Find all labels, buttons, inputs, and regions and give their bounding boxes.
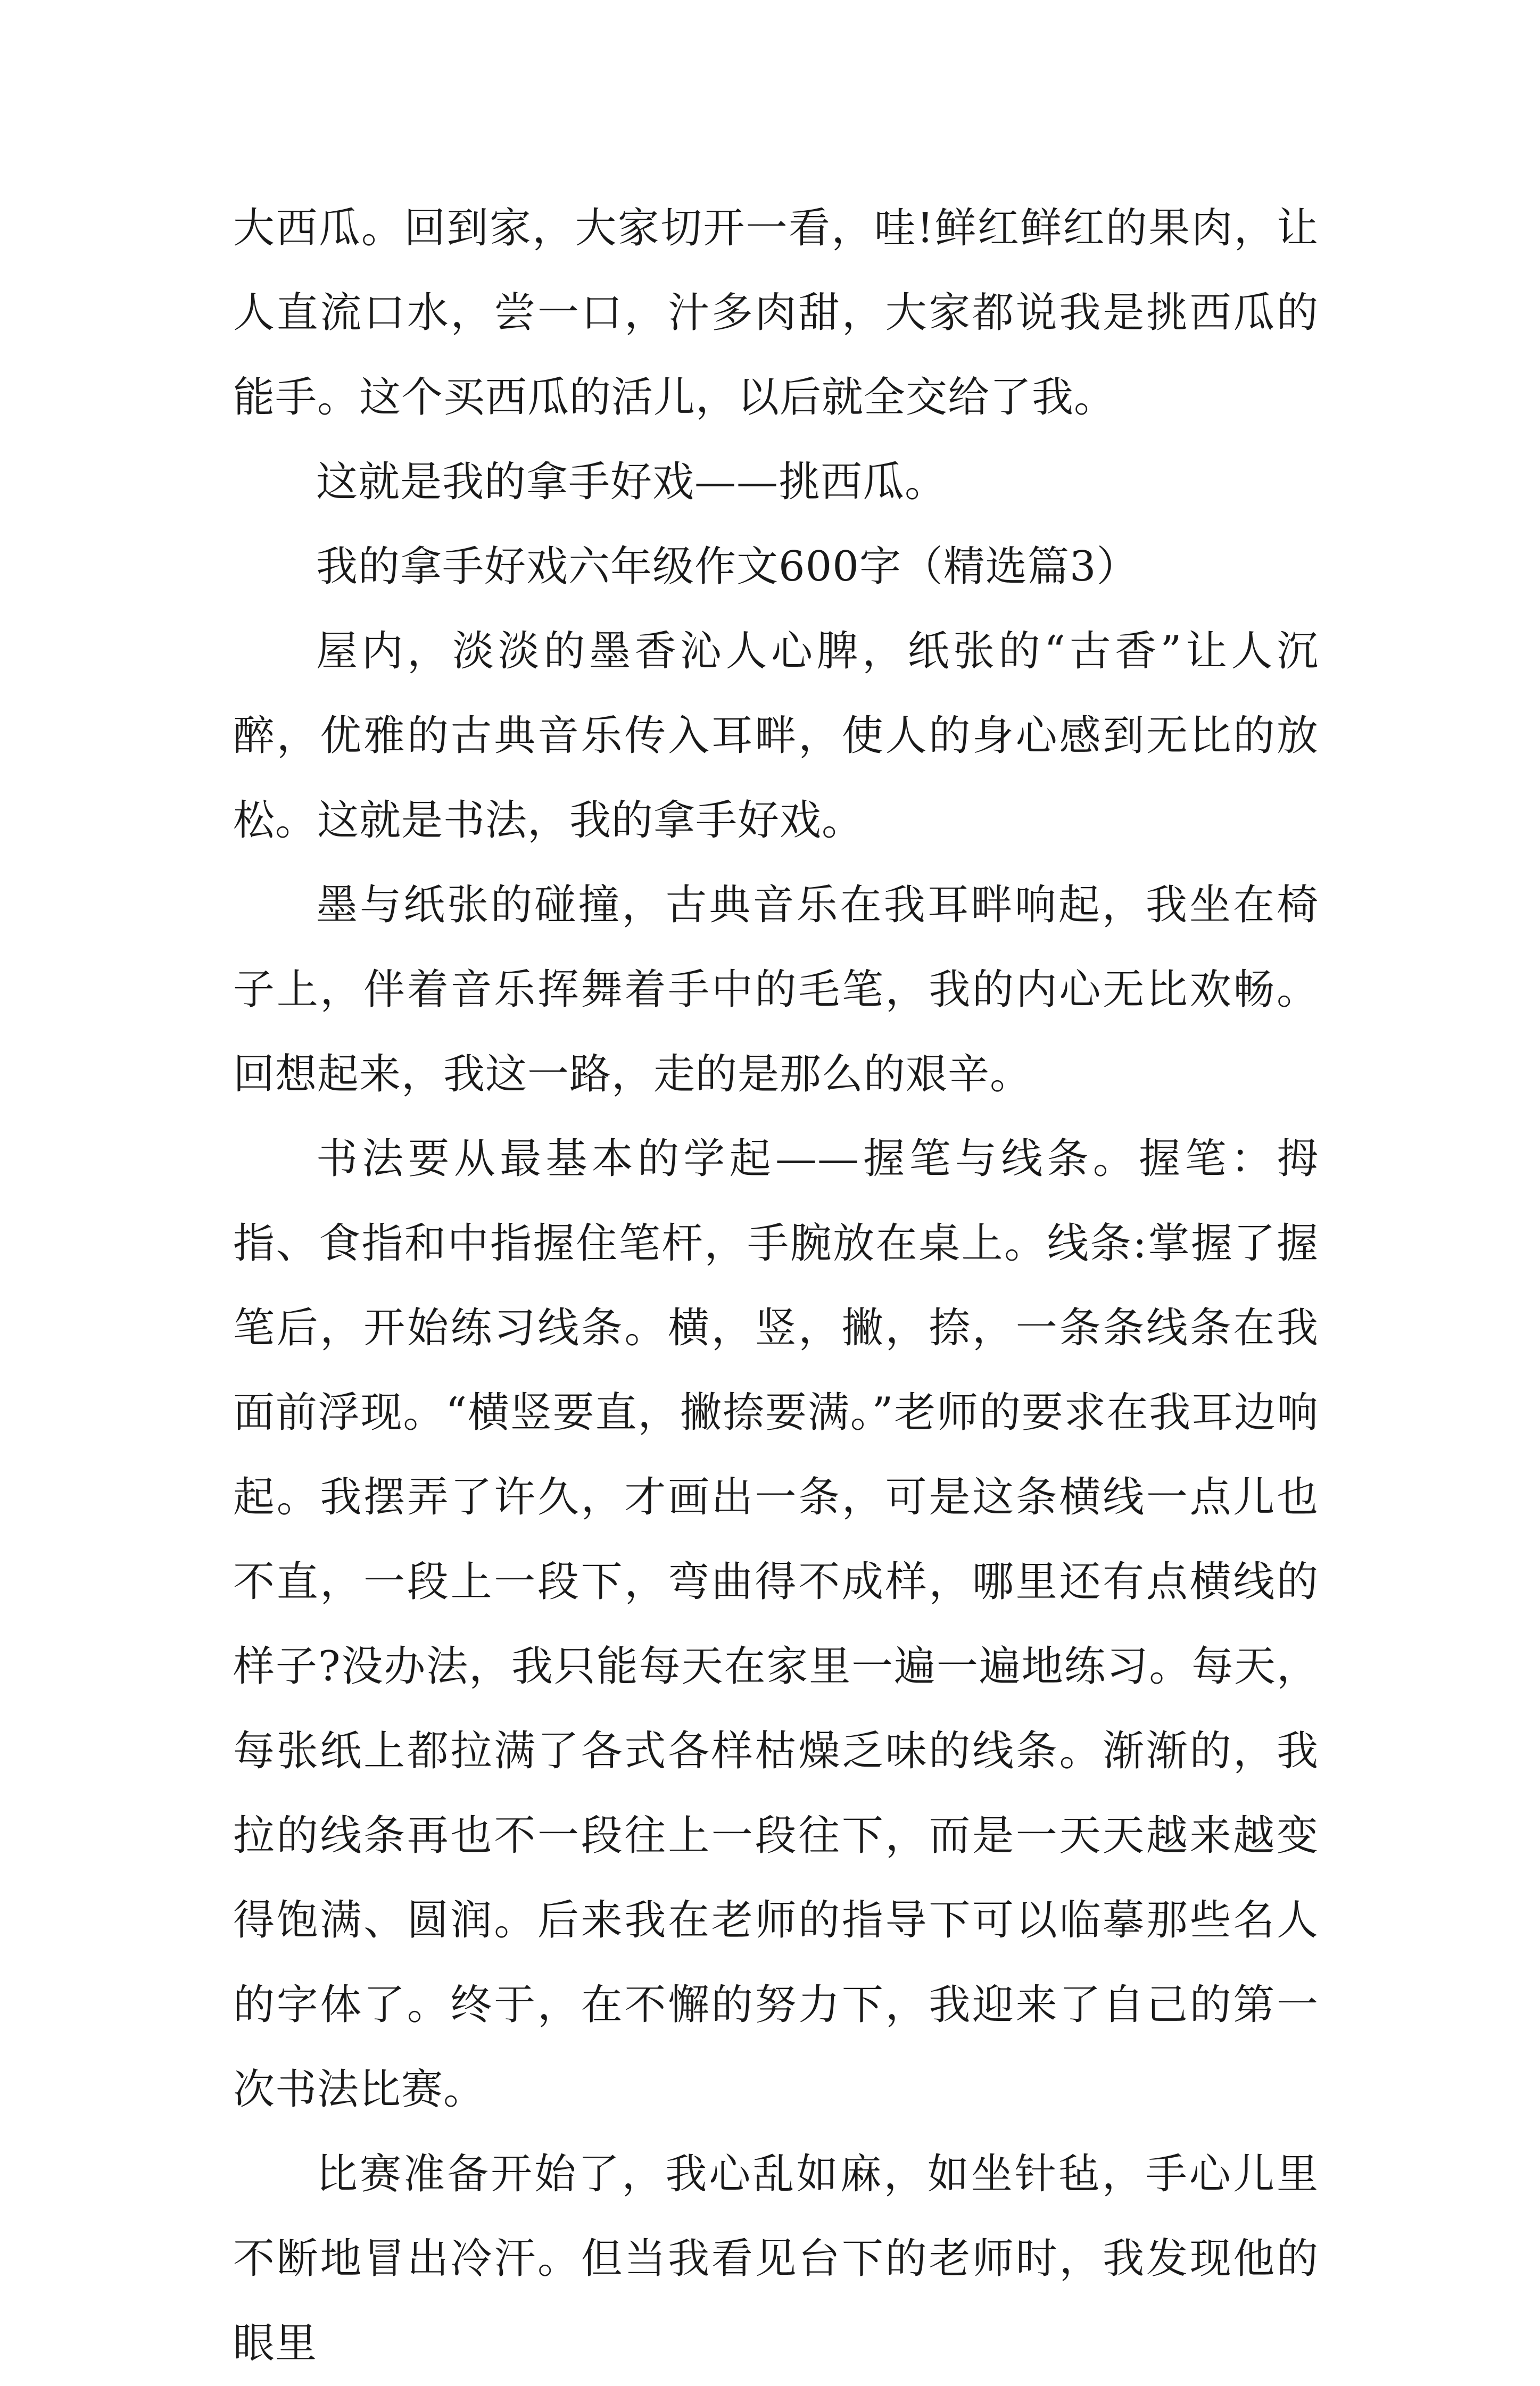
paragraph-1: 大西瓜。回到家，大家切开一看，哇!鲜红鲜红的果肉，让人直流口水，尝一口，汁多肉甜，大家都说我是挑西瓜的能手。这个买西瓜的活儿，以后就全交给了我。 (233, 204, 1319, 421)
paragraph-6: 比赛准备开始了，我心乱如麻，如坐针毡，手心儿里不断地冒出冷汗。但当我看见台下的老师时，我发现他的眼里 (233, 2150, 1319, 2367)
paragraph-4: 墨与纸张的碰撞，古典音乐在我耳畔响起，我坐在椅子上，伴着音乐挥舞着手中的毛笔，我的内心无比欢畅。回想起来，我这一路，走的是那么的艰辛。 (233, 881, 1319, 1098)
paragraph-3: 屋内，淡淡的墨香沁人心脾，纸张的“古香”让人沉醉，优雅的古典音乐传入耳畔，使人的身心感到无比的放松。这就是书法，我的拿手好戏。 (233, 627, 1319, 844)
paragraph-2: 这就是我的拿手好戏——挑西瓜。 (316, 458, 947, 506)
paragraph-5: 书法要从最基本的学起——握笔与线条。握笔：拇指、食指和中指握住笔杆，手腕放在桌上。线条:掌握了握笔后，开始练习线条。横，竖，撇，捺，一条条线条在我面前浮现。“横竖要直，撇捺要满。”老师的要求在我耳边响起。我摆弄了许久，才画出一条，可是这条横线一点儿也不直，一段上一段下，弯曲得不成样，哪里还有点横线的样子?没办法，我只能每天在家里一遍一遍地练习。每天，每张纸上都拉满了各式各样枯燥乏味的线条。渐渐的，我拉的线条再也不一段往上一段往下，而是一天天越来越变得饱满、圆润。后来我在老师的指导下可以临摹那些名人的字体了。终于，在不懈的努力下，我迎来了自己的第一次书法比赛。 (233, 1135, 1319, 2114)
section-heading: 我的拿手好戏六年级作文600字（精选篇3） (316, 543, 1139, 591)
document-body (233, 186, 1319, 2386)
